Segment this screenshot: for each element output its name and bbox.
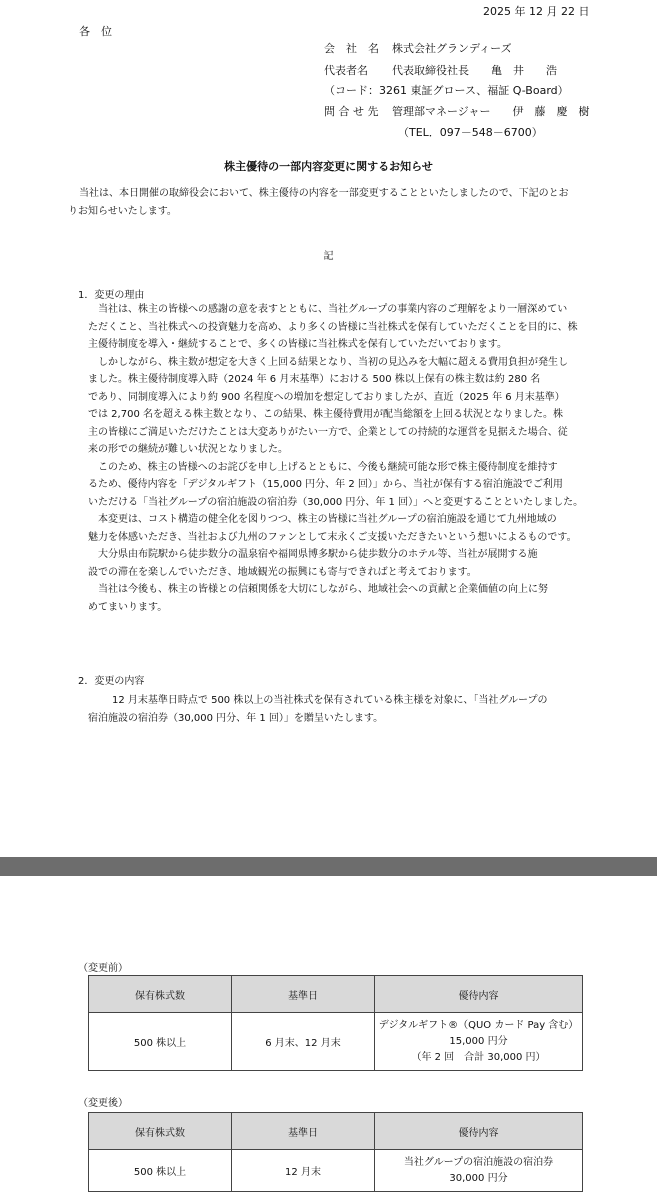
contact-label: 問 合 せ 先 <box>324 105 379 118</box>
section1-heading: 1．変更の理由 <box>78 290 145 301</box>
before-table <box>88 975 583 1071</box>
benefit-line: 15,000 円分 <box>449 1035 508 1047</box>
section2-heading: 2．変更の内容 <box>78 676 145 687</box>
section1-line: 当社は、株主の皆様への感謝の意を表すとともに、当社グループの事業内容のご理解をより一層深めてい <box>98 304 568 315</box>
header-benefit: 優待内容 <box>375 1113 583 1150</box>
cell-shares: 500 株以上 <box>89 1150 232 1192</box>
header-record-date: 基準日 <box>232 1113 375 1150</box>
addressee: 各 位 <box>79 25 112 38</box>
header-record-date: 基準日 <box>232 976 375 1013</box>
intro-line: 当社は、本日開催の取締役会において、株主優待の内容を一部変更することといたしましたので、下記のとお <box>79 188 569 199</box>
stock-code: （コード：3261 東証グロース、福証 Q-Board） <box>324 84 569 97</box>
benefit-line: デジタルギフト®（QUO カード Pay 含む） <box>378 1019 579 1031</box>
section1-line: 大分県由布院駅から徒歩数分の温泉宿や福岡県博多駅から徒歩数分のホテル等、当社が展開する施 <box>98 549 538 560</box>
after-label: （変更後） <box>78 1098 128 1109</box>
section1-line: 主の皆様にご満足いただけたことは大変ありがたい一方で、企業としての持続的な運営を見据えた場合、従 <box>88 426 568 438</box>
table-row <box>89 1150 583 1192</box>
section1-line: 当社は今後も、株主の皆様との信頼関係を大切にしながら、地域社会への貢献と企業価値の向上に努 <box>98 584 548 595</box>
contact-person: 管理部マネージャー 伊 藤 慶 樹 <box>392 105 590 118</box>
after-table <box>88 1112 583 1192</box>
table-header-row <box>89 976 583 1013</box>
company-name: 株式会社グランディーズ <box>392 42 512 55</box>
benefit-line: （年 2 回 合計 30,000 円） <box>411 1051 546 1063</box>
representative-label: 代表者名 <box>324 64 368 77</box>
section1-line: るため、優待内容を「デジタルギフト（15,000 円分、年 2 回）」から、当社が保有する宿泊施設でご利用 <box>88 479 563 490</box>
section1-line: このため、株主の皆様へのお詫びを申し上げるとともに、今後も継続可能な形で株主優待制度を維持す <box>98 461 558 473</box>
document-title: 株主優待の一部内容変更に関するお知らせ <box>224 160 433 173</box>
section1-line: しかしながら、株主数が想定を大きく上回る結果となり、当初の見込みを大幅に超える費用負担が発生し <box>98 356 568 368</box>
table-row <box>89 1013 583 1071</box>
section1-line: いただける「当社グループの宿泊施設の宿泊券（30,000 円分、年 1 回）」へと変更することといたしました。 <box>88 496 584 508</box>
intro-paragraph-cont <box>68 203 177 221</box>
section1-line: めてまいります。 <box>88 601 168 613</box>
benefit-line: 当社グループの宿泊施設の宿泊券 <box>403 1156 554 1168</box>
header-shares: 保有株式数 <box>89 976 232 1013</box>
cell-shares: 500 株以上 <box>89 1013 232 1071</box>
page-separator <box>0 857 657 876</box>
company-name-label: 会 社 名 <box>324 42 379 55</box>
document-date: 2025 年 12 月 22 日 <box>483 5 590 18</box>
header-benefit: 優待内容 <box>375 976 583 1013</box>
section2-line: 12 月末基準日時点で 500 株以上の当社株式を保有されている株主様を対象に、「当社グループの <box>112 695 548 706</box>
cell-benefit <box>375 1013 583 1071</box>
intro-paragraph <box>79 185 569 203</box>
before-label: （変更前） <box>78 963 128 974</box>
contact-tel: （TEL．097－548－6700） <box>398 126 543 139</box>
section1-body <box>88 301 583 616</box>
section1-line: 来の形での継続が難しい状況となりました。 <box>88 444 288 455</box>
representative: 代表取締役社長 亀 井 浩 <box>392 64 557 77</box>
section1-line: 本変更は、コスト構造の健全化を図りつつ、株主の皆様に当社グループの宿泊施設を通じて九州地域の <box>98 514 557 525</box>
section1-line: 主優待制度を導入・継続することで、多くの皆様に当社株式を保有していただいております。 <box>88 339 507 350</box>
section1-line: 魅力を体感いただき、当社および九州のファンとして末永くご支援いただきたいという想いによるものです。 <box>88 531 577 543</box>
benefit-line: 30,000 円分 <box>449 1172 508 1184</box>
section2-body <box>88 692 548 727</box>
section1-line: ただくこと、当社株式への投資魅力を高め、より多くの皆様に当社株式を保有していただくことを目的に、株 <box>88 321 578 333</box>
cell-record-date: 6 月末、12 月末 <box>232 1013 375 1071</box>
header-shares: 保有株式数 <box>89 1113 232 1150</box>
section1-line: ました。株主優待制度導入時（2024 年 6 月末基準）における 500 株以上保有の株主数は約 280 名 <box>88 374 541 385</box>
section2-line: 宿泊施設の宿泊券（30,000 円分、年 1 回）」を贈呈いたします。 <box>88 712 384 724</box>
section1-line: であり、同制度導入により約 900 名程度への増加を想定しておりましたが、直近（2025 年 6 月末基準） <box>88 391 565 403</box>
cell-benefit <box>375 1150 583 1192</box>
section1-line: 設での滞在を楽しんでいただき、地域観光の振興にも寄与できればと考えております。 <box>88 566 477 578</box>
table-header-row <box>89 1113 583 1150</box>
section1-line: では 2,700 名を超える株主数となり、この結果、株主優待費用が配当総額を上回る状況となりました。株 <box>88 409 563 420</box>
intro-line: りお知らせいたします。 <box>68 206 177 217</box>
cell-record-date: 12 月末 <box>232 1150 375 1192</box>
ki-marker: 記 <box>323 251 334 262</box>
